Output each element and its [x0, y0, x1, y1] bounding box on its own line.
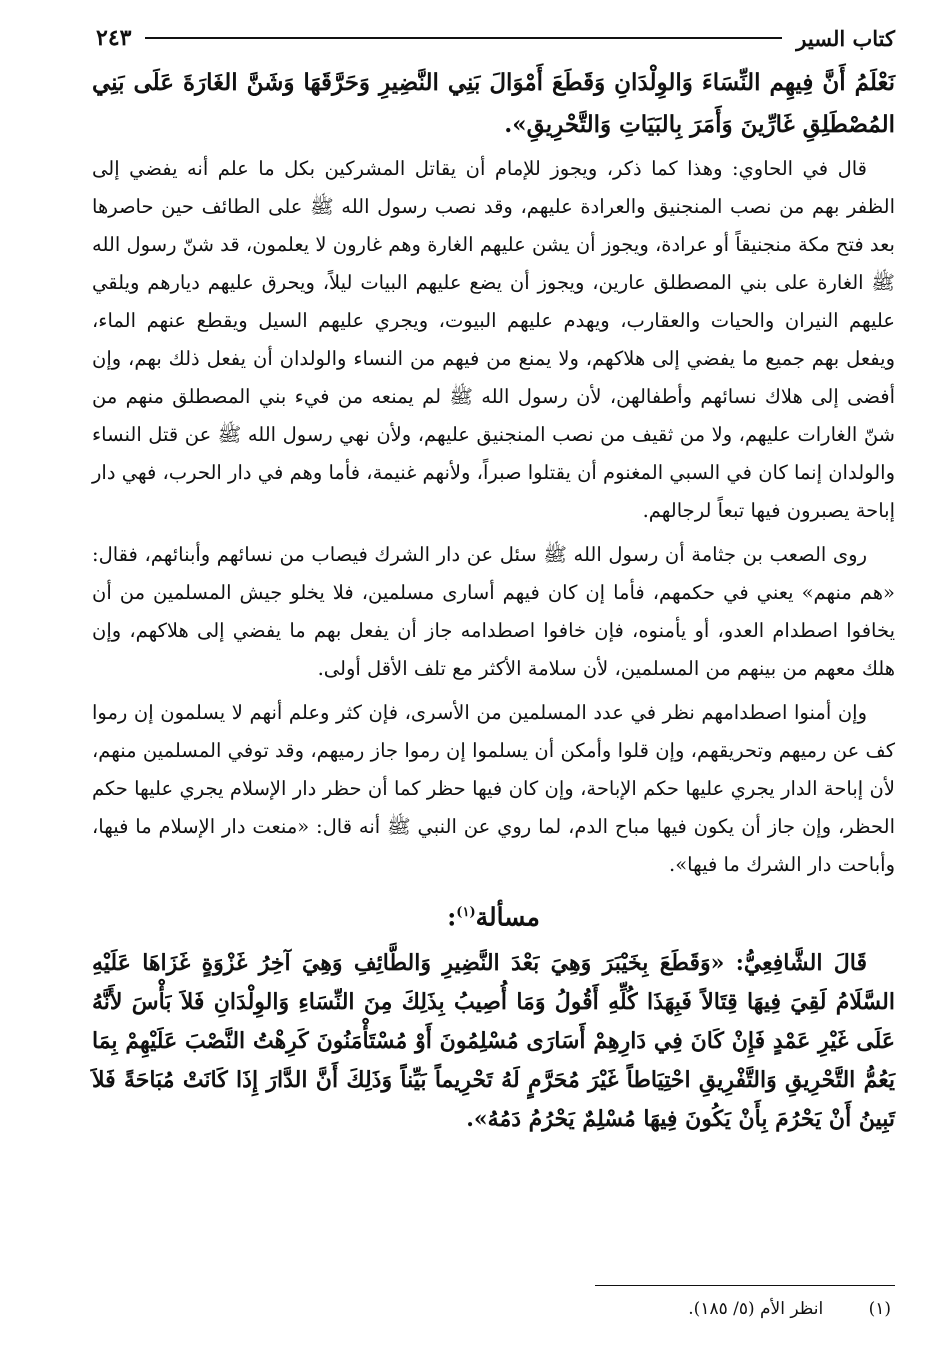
book-title: كتاب السير [796, 25, 895, 51]
footnote-mark: (١) [868, 1299, 891, 1319]
footnote [92, 1296, 891, 1322]
paragraph-2: روى الصعب بن جثامة أن رسول الله ﷺ سئل عن دار الشرك فيصاب من نسائهم وأبنائهم، فقال: «هم منهم» يعني في حكمهم، فأما إن كان فيهم أسارى مسلمين، فلا يخلو جيش المسلمين من أن يخافوا اصطدام العدو، أو يأمنوه، فإن خافوا اصطدامه جاز أن يفعل بهم ما يفضي إلى هلاكهم، وإن هلك معهم من بينهم من المسلمين، لأن سلامة الأكثر مع تلف الأقل أولى. [92, 543, 895, 680]
section-heading-text: مسألة [475, 902, 540, 932]
page-number: ٢٤٣ [96, 25, 132, 51]
section-heading-colon: : [447, 902, 457, 932]
paragraph-1: قال في الحاوي: وهذا كما ذكر، ويجوز للإمام أن يقاتل المشركين بكل ما علم أنه يفضي إلى الظفر بهم من نصب المنجنيق والعرادة عليهم، وقد نصب رسول الله ﷺ على الطائف حين حاصرها بعد فتح مكة منجنيقاً أو عرادة، ويجوز أن يشن عليهم الغارة وهم غارون لا يعلمون، قد شنّ رسول الله ﷺ الغارة على بني المصطلق عارين، ويجوز أن يضع عليهم البيات ليلاً، ويحرق عليهم ديارهم ويلقي عليهم النيران والحيات والعقارب، ويهدم عليهم البيوت، ويجري عليهم السيل ويقطع عنهم الماء، ويفعل بهم جميع ما يفضي إلى هلاكهم، ولا يمنع من فيهم من النساء والولدان أن يفعل ذلك بهم، وإن أفضى إلى هلاك نسائهم وأطفالهن، لأن رسول الله ﷺ لم يمنعه من فيء بني المصطلق منهم من شنّ الغارات عليهم، ولا من ثقيف من نصب المنجنيق عليهم، ولأن نهي رسول الله ﷺ عن قتل النساء والولدان إنما كان في السبي المغنوم أن يقتلوا صبراً، ولأنهم غنيمة، فأما وهم في دار الحرب، فهي دار إباحة يصبرون فيها تبعاً لرجالهم. [92, 157, 895, 522]
paragraph-3: وإن أمنوا اصطدامهم نظر في عدد المسلمين من الأسرى، فإن كثر وعلم أنهم لا يسلمون إن رموا كف عن رميهم وتحريقهم، وإن قلوا وأمكن أن يسلموا إن رموا جاز رميهم، وقد توفي المسلمين منهم، لأن إباحة الدار يجري عليها حكم الإباحة، وإن كان فيها حظر كما أن حظر دار الإسلام يجري عليها حكم الحظر، وإن جاز أن يكون فيها مباح الدم، لما روي عن النبي ﷺ أنه قال: «منعت دار الإسلام ما فيها، وأباحت دار الشرك ما فيها». [92, 701, 895, 876]
footnote-rule [595, 1285, 895, 1286]
running-header [96, 22, 895, 54]
shafii-quote: قَالَ الشَّافِعِيُّ: «وَقَطَعَ بِخَيْبَرَ وَهِيَ بَعْدَ النَّضِيرِ وَالطَّائِفِ وَهِيَ آخِرُ غَزْوَةٍ غَزَاهَا عَلَيْهِ السَّلَامُ لَقِيَ فِيهَا قِتَالاً فَبِهَذَا كُلِّهِ أَقُولُ وَمَا أُصِيبُ بِذَلِكَ مِنَ النِّسَاءِ وَالوِلْدَانِ فَلاَ بَأْسَ لأَنَّهُ عَلَى غَيْرِ عَمْدٍ فَإِنْ كَانَ فِي دَارِهِمْ أَسَارَى مُسْلِمُونَ أَوْ مُسْتَأْمَنُونَ كَرِهْتُ النَّصْبَ عَلَيْهِمْ بِمَا يَعُمُّ التَّحْرِيقِ وَالتَّفْرِيقِ احْتِيَاطاً غَيْرَ مُحَرَّمٍ لَهُ تَحْرِيماً بَيِّناً وَذَلِكَ أَنَّ الدَّارَ إِذَا كَانَتْ مُبَاحَةً فَلاَ تَبِينُ أَنْ يَحْرُمَ بِأَنْ يَكُونَ فِيهَا مُسْلِمٌ يَحْرُمُ دَمُهُ». [92, 950, 895, 1133]
footnote-text: انظر الأم (٥/ ١٨٥). [688, 1299, 824, 1319]
opening-quote: نَعْلَمُ أَنَّ فِيهِم النِّسَاءَ وَالوِلْدَانِ وَقَطَعَ أَمْوَالَ بَنِي النَّضِيرِ وَحَرَّقَهَا وَشَنَّ الغَارَةَ عَلَى بَنِي المُصْطَلِقِ غَارِّينَ وَأَمَرَ بِالبَيَاتِ وَالتَّحْرِيقِ». [92, 69, 895, 138]
page-body [92, 62, 895, 1139]
footnote-reference[interactable]: (١) [456, 905, 476, 920]
section-heading [92, 890, 895, 940]
header-rule [145, 37, 782, 39]
